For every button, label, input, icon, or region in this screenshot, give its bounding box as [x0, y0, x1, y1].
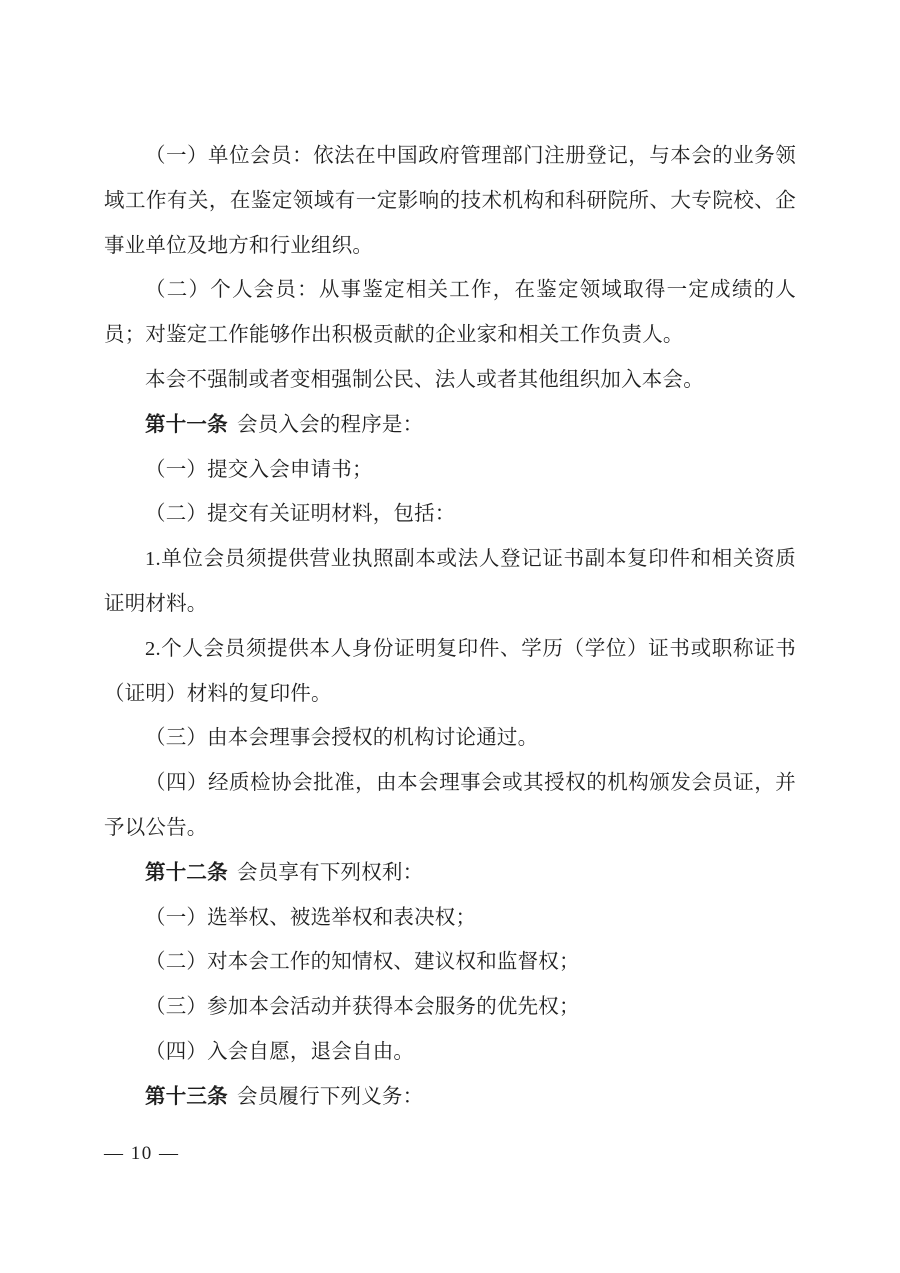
paragraph-text: （二）提交有关证明材料，包括：	[145, 503, 456, 526]
paragraph-text: （四）经质检协会批准，由本会理事会或其授权的机构颁发会员证，并予以公告。	[104, 772, 796, 839]
paragraph	[104, 537, 796, 627]
paragraph	[104, 1075, 796, 1120]
paragraph	[104, 716, 796, 761]
paragraph-text: 会员入会的程序是：	[237, 413, 424, 436]
paragraph-text: （二）对本会工作的知情权、建议权和监督权；	[145, 951, 580, 974]
paragraph	[104, 761, 796, 851]
paragraph	[104, 134, 796, 268]
paragraph-text: （三）由本会理事会授权的机构讨论通过。	[145, 727, 539, 750]
paragraph	[104, 403, 796, 448]
paragraph-text: 会员履行下列义务：	[237, 1085, 424, 1108]
paragraph	[104, 851, 796, 896]
paragraph-text: （四）入会自愿，退会自由。	[145, 1040, 415, 1063]
paragraph-text: 本会不强制或者变相强制公民、法人或者其他组织加入本会。	[145, 368, 704, 391]
paragraph-text: （三）参加本会活动并获得本会服务的优先权；	[145, 996, 580, 1019]
page-number: — 10 —	[104, 1143, 180, 1164]
article-number: 第十二条	[145, 861, 228, 884]
paragraph-text: 会员享有下列权利：	[237, 861, 424, 884]
paragraph-text: （一）选举权、被选举权和表决权；	[145, 906, 477, 929]
paragraph	[104, 985, 796, 1030]
paragraph	[104, 492, 796, 537]
article-number: 第十一条	[145, 413, 228, 436]
paragraph-text: （一）单位会员：依法在中国政府管理部门注册登记，与本会的业务领域工作有关，在鉴定领域有一定影响的技术机构和科研院所、大专院校、企事业单位及地方和行业组织。	[104, 145, 796, 257]
paragraph	[104, 940, 796, 985]
paragraph	[104, 1030, 796, 1075]
paragraph	[104, 627, 796, 717]
paragraph-text: （一）提交入会申请书；	[145, 458, 373, 481]
article-number: 第十三条	[145, 1085, 228, 1108]
paragraph-text: （二）个人会员：从事鉴定相关工作，在鉴定领域取得一定成绩的人员；对鉴定工作能够作出积极贡献的企业家和相关工作负责人。	[104, 279, 796, 347]
paragraph	[104, 448, 796, 493]
paragraph	[104, 896, 796, 941]
paragraph-text: 2.个人会员须提供本人身份证明复印件、学历（学位）证书或职称证书（证明）材料的复印件。	[104, 637, 796, 705]
paragraph	[104, 358, 796, 403]
paragraph	[104, 268, 796, 358]
document-body	[104, 134, 796, 1120]
paragraph-text: 1.单位会员须提供营业执照副本或法人登记证书副本复印件和相关资质证明材料。	[104, 548, 796, 615]
